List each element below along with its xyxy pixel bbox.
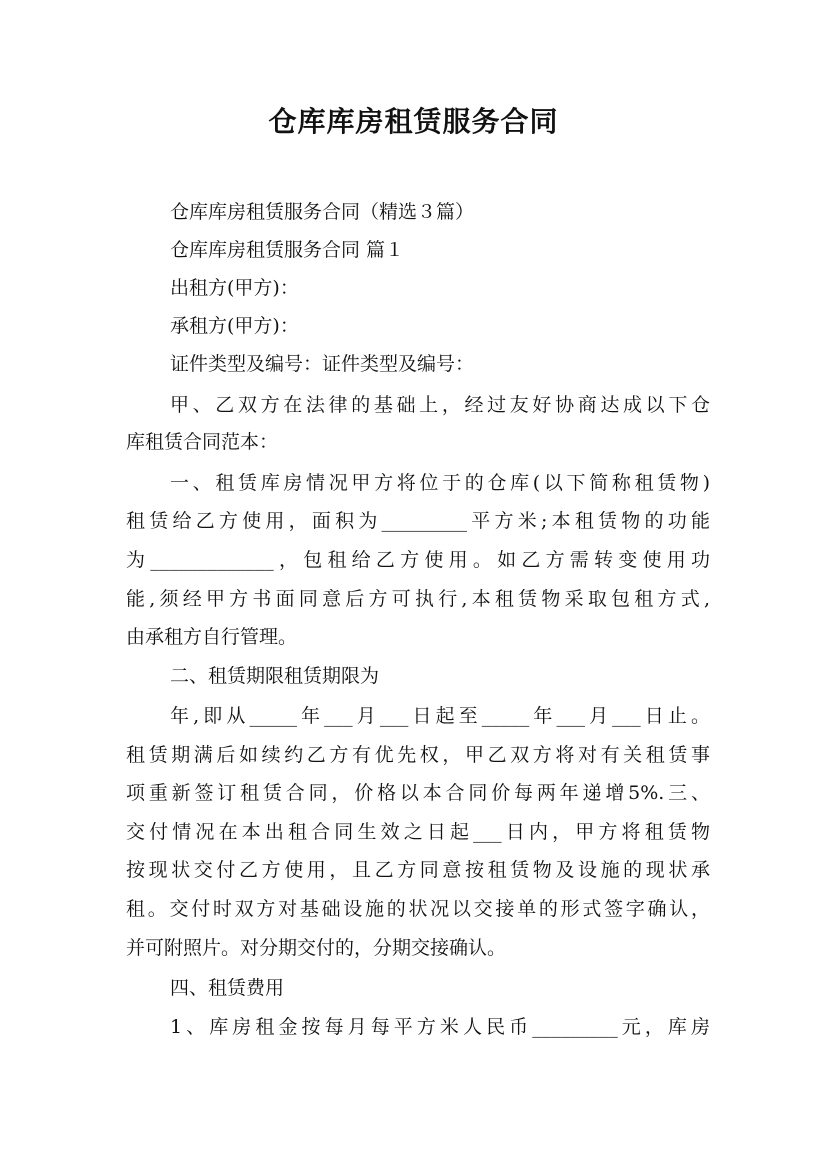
paragraph-line: 项重新签订租赁合同，价格以本合同价每两年递增5%.三、 [126, 782, 710, 804]
paragraph-line: 并可附照片。对分期交付的，分期交接确认。 [126, 937, 507, 959]
paragraph-line: 甲、乙双方在法律的基础上，经过友好协商达成以下仓 [170, 394, 710, 416]
document-title: 仓库库房租赁服务合同 [268, 105, 559, 138]
paragraph-line: 四、租赁费用 [170, 977, 285, 999]
paragraph-line: 仓库库房租赁服务合同（精选３篇） [170, 201, 475, 223]
paragraph-line: 证件类型及编号：证件类型及编号： [170, 353, 475, 375]
paragraph-line: 仓库库房租赁服务合同 篇１ [170, 239, 405, 261]
paragraph-line: 为_____________，包租给乙方使用。如乙方需转变使用功 [126, 549, 710, 571]
paragraph-line: 二、租赁期限租赁期限为 [170, 665, 380, 687]
paragraph-line: 租。交付时双方对基础设施的状况以交接单的形式签字确认， [126, 898, 710, 920]
paragraph-line: 库租赁合同范本： [126, 431, 279, 453]
paragraph-line: 租赁期满后如续约乙方有优先权，甲乙双方将对有关租赁事 [126, 744, 710, 766]
paragraph-line: 租赁给乙方使用，面积为_________平方米;本租赁物的功能 [126, 510, 710, 532]
paragraph-line: 由承租方自行管理。 [126, 626, 298, 648]
paragraph-line: 年,即从_____年___月___日起至_____年___月___日止。 [170, 705, 710, 727]
paragraph-line: 出租方(甲方)： [170, 277, 299, 299]
paragraph-line: 按现状交付乙方使用，且乙方同意按租赁物及设施的现状承 [126, 859, 710, 881]
paragraph-line: 1、库房租金按每月每平方米人民币_________元，库房 [170, 1016, 710, 1038]
paragraph-line: 承租方(甲方)： [170, 315, 299, 337]
paragraph-line: 一、租赁库房情况甲方将位于的仓库(以下简称租赁物) [170, 472, 710, 494]
paragraph-line: 能,须经甲方书面同意后方可执行,本租赁物采取包租方式, [126, 588, 710, 610]
paragraph-line: 交付情况在本出租合同生效之日起___日内，甲方将租赁物 [126, 821, 710, 843]
